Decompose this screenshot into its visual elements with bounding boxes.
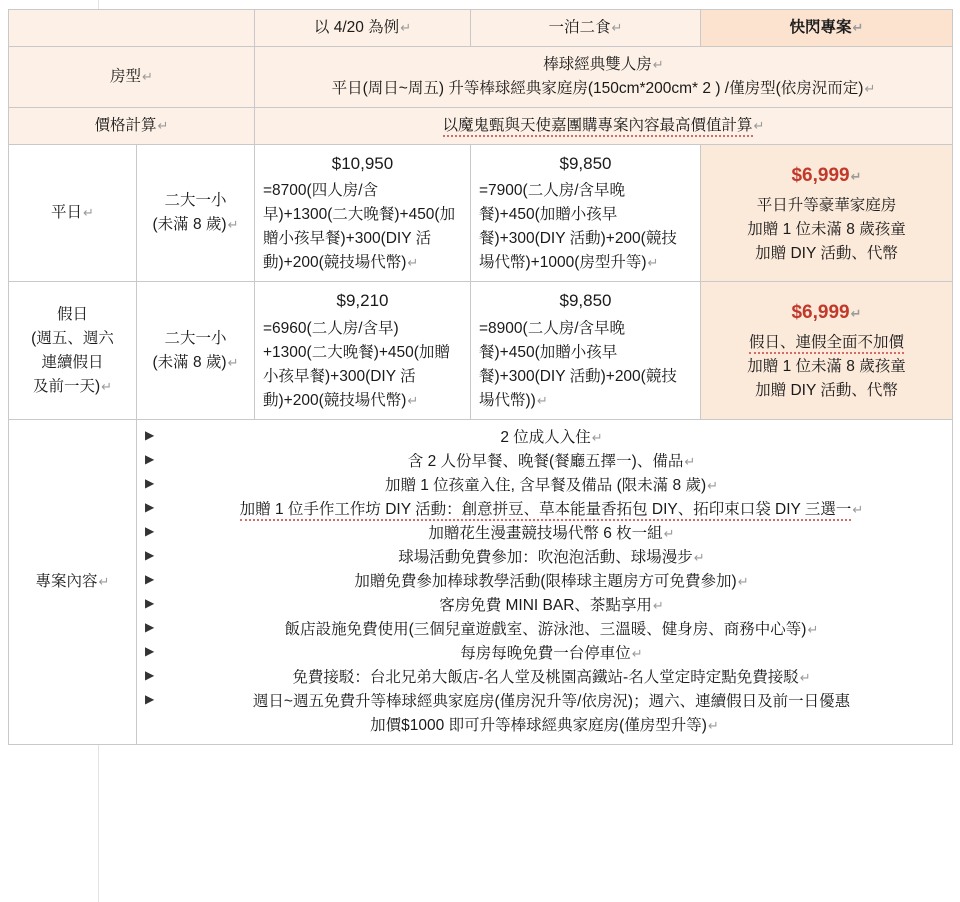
bullet-icon: ▶ bbox=[145, 427, 155, 442]
paragraph-mark: ↵ bbox=[83, 205, 94, 221]
pricing-table bbox=[8, 9, 953, 745]
bullet-icon: ▶ bbox=[145, 571, 155, 586]
bullet-icon: ▶ bbox=[145, 523, 155, 538]
flash-price-holiday-cell bbox=[701, 282, 953, 419]
day-type-holiday-sub-3: 及前一天) bbox=[32, 377, 101, 395]
occupancy-weekday-cell bbox=[137, 145, 255, 282]
paragraph-mark: ↵ bbox=[227, 217, 239, 233]
flash-holiday-benefit-3: 加贈 DIY 活動、代幣 bbox=[755, 382, 898, 400]
list-item-text: 加贈 1 位孩童入住, 含早餐及備品 (限未滿 8 歲) bbox=[384, 476, 707, 494]
list-item-text: 加贈 1 位手作工作坊 DIY 活動：創意拼豆、草本能量香拓包 DIY、拓印束口袋 DIY 三選一 bbox=[240, 501, 852, 521]
bullet-icon: ▶ bbox=[145, 644, 155, 659]
mealplan-price-holiday-cell bbox=[471, 282, 701, 419]
day-type-weekday-cell bbox=[9, 145, 137, 282]
package-content-cell bbox=[137, 419, 953, 744]
example-price-holiday-detail-wrap bbox=[263, 317, 462, 413]
room-type-line-1 bbox=[263, 53, 944, 77]
paragraph-mark: ↵ bbox=[591, 429, 603, 445]
bullet-icon: ▶ bbox=[145, 547, 155, 562]
bullet-icon: ▶ bbox=[145, 668, 155, 683]
flash-holiday-benefit-2: 加贈 1 位未滿 8 歲孩童 bbox=[747, 358, 906, 376]
example-price-holiday-cell bbox=[255, 282, 471, 419]
paragraph-mark: ↵ bbox=[850, 168, 862, 184]
mealplan-price-weekday-amount: $9,850 bbox=[559, 154, 612, 174]
package-content-list bbox=[145, 426, 944, 738]
flash-weekday-benefit-2: 加贈 1 位未滿 8 歲孩童 bbox=[747, 220, 906, 238]
example-price-weekday-detail: =8700(四人房/含早)+1300(二大晚餐)+450(加贈小孩早餐)+300(DIY 活動)+200(競技場代幣) bbox=[263, 182, 456, 272]
list-item bbox=[145, 570, 944, 594]
list-item bbox=[145, 690, 944, 714]
paragraph-mark: ↵ bbox=[652, 597, 664, 613]
list-item bbox=[145, 474, 944, 498]
paragraph-mark: ↵ bbox=[98, 573, 110, 589]
room-type-value-cell bbox=[255, 47, 953, 108]
paragraph-mark: ↵ bbox=[400, 20, 412, 35]
list-item-text: 含 2 人份早餐、晚餐(餐廳五擇一)、備品 bbox=[407, 452, 684, 470]
package-content-label-cell bbox=[9, 419, 137, 744]
flash-price-holiday-amount: $6,999 bbox=[791, 301, 850, 323]
list-item bbox=[145, 642, 944, 666]
paragraph-mark: ↵ bbox=[142, 69, 153, 85]
list-item bbox=[145, 426, 944, 450]
list-item-text: 加贈免費參加棒球教學活動(限棒球主題房方可免費參加) bbox=[354, 572, 737, 590]
header-example-column bbox=[255, 10, 471, 47]
flash-holiday-benefit-1-wrap bbox=[709, 331, 944, 355]
list-item bbox=[145, 618, 944, 642]
list-item-text: 每房每晚免費一台停車位 bbox=[460, 645, 631, 663]
price-calculation-row bbox=[9, 108, 953, 145]
header-flash-column bbox=[701, 10, 953, 47]
flash-price-weekday-amount: $6,999 bbox=[791, 164, 850, 186]
list-item bbox=[145, 498, 944, 522]
table-row-weekday bbox=[9, 145, 953, 282]
bullet-icon: ▶ bbox=[145, 499, 155, 514]
price-calc-label: 價格計算 bbox=[94, 117, 157, 135]
list-item-text: 週日~週五免費升等棒球經典家庭房(僅房況升等/依房況)；週六、連續假日及前一日優惠 bbox=[252, 693, 851, 711]
example-price-holiday-detail: =6960(二人房/含早) +1300(二大晚餐)+450(加贈小孩早餐)+300(DIY 活動)+200(競技場代幣) bbox=[263, 319, 450, 409]
table-header-row bbox=[9, 10, 953, 47]
paragraph-mark: ↵ bbox=[663, 525, 675, 541]
header-flash-label: 快閃專案 bbox=[789, 19, 852, 36]
header-example-label: 以 4/20 為例 bbox=[313, 19, 400, 36]
paragraph-mark: ↵ bbox=[227, 354, 239, 370]
paragraph-mark: ↵ bbox=[407, 392, 419, 408]
flash-weekday-benefit-1: 平日升等豪華家庭房 bbox=[756, 196, 897, 214]
paragraph-mark: ↵ bbox=[157, 118, 169, 134]
list-item-continuation bbox=[145, 714, 944, 738]
paragraph-mark: ↵ bbox=[707, 718, 719, 734]
day-type-holiday-cell bbox=[9, 282, 137, 419]
list-item bbox=[145, 594, 944, 618]
list-item-text: 免費接駁：台北兄弟大飯店-名人堂及桃園高鐵站-名人堂定時定點免費接駁 bbox=[292, 669, 799, 687]
paragraph-mark: ↵ bbox=[753, 118, 765, 134]
header-mealplan-label: 一泊二食 bbox=[548, 19, 611, 36]
flash-holiday-benefit-1: 假日、連假全面不加價 bbox=[749, 334, 904, 354]
paragraph-mark: ↵ bbox=[647, 255, 659, 271]
paragraph-mark: ↵ bbox=[807, 622, 819, 637]
package-content-label: 專案內容 bbox=[35, 572, 98, 590]
list-item-text: 飯店設施免費使用(三個兒童遊戲室、游泳池、三溫暖、健身房、商務中心等) bbox=[284, 621, 807, 638]
room-type-line-2 bbox=[263, 77, 944, 101]
price-calc-value: 以魔鬼甄與天使嘉團購專案內容最高價值計算 bbox=[443, 117, 753, 137]
bullet-icon: ▶ bbox=[145, 475, 155, 490]
occupancy-weekday-line-1: 二大一小 bbox=[164, 192, 227, 210]
room-type-row bbox=[9, 47, 953, 108]
paragraph-mark: ↵ bbox=[101, 378, 113, 394]
bullet-icon: ▶ bbox=[145, 451, 155, 466]
list-item bbox=[145, 546, 944, 570]
list-item bbox=[145, 450, 944, 474]
room-type-line-1-text: 棒球經典雙人房 bbox=[543, 56, 652, 74]
bullet-icon: ▶ bbox=[145, 620, 155, 634]
bullet-icon: ▶ bbox=[145, 595, 155, 610]
paragraph-mark: ↵ bbox=[864, 81, 876, 97]
paragraph-mark: ↵ bbox=[652, 57, 664, 73]
paragraph-mark: ↵ bbox=[407, 255, 419, 271]
header-mealplan-column bbox=[471, 10, 701, 47]
price-calc-label-cell bbox=[9, 108, 255, 145]
example-price-weekday-cell bbox=[255, 145, 471, 282]
flash-price-holiday-amount-wrap bbox=[709, 298, 944, 327]
list-item bbox=[145, 522, 944, 546]
day-type-holiday-label: 假日 bbox=[56, 305, 88, 323]
occupancy-holiday-line-1: 二大一小 bbox=[164, 329, 227, 347]
paragraph-mark: ↵ bbox=[850, 305, 862, 321]
list-item-text: 客房免費 MINI BAR、茶點享用 bbox=[439, 596, 652, 614]
flash-price-weekday-cell bbox=[701, 145, 953, 282]
occupancy-weekday-line-2-wrap bbox=[145, 213, 246, 237]
paragraph-mark: ↵ bbox=[707, 477, 719, 493]
example-price-weekday-detail-wrap bbox=[263, 179, 462, 275]
list-item-continuation-text: 加價$1000 即可升等棒球經典家庭房(僅房型升等) bbox=[370, 717, 707, 735]
price-calc-value-cell bbox=[255, 108, 953, 145]
table-row-holiday bbox=[9, 282, 953, 419]
header-blank-cell bbox=[9, 10, 255, 47]
occupancy-holiday-cell bbox=[137, 282, 255, 419]
list-item-text: 2 位成人入住 bbox=[500, 428, 591, 446]
day-type-holiday-sub-2: 連續假日 bbox=[41, 353, 104, 371]
example-price-holiday-amount: $9,210 bbox=[336, 291, 389, 311]
day-type-holiday-sub-1: (週五、週六 bbox=[31, 329, 114, 347]
list-item-text: 球場活動免費參加：吹泡泡活動、球場漫步 bbox=[398, 548, 693, 566]
paragraph-mark: ↵ bbox=[536, 392, 548, 408]
occupancy-weekday-line-2: (未滿 8 歲) bbox=[152, 216, 227, 234]
room-type-label: 房型 bbox=[110, 68, 142, 86]
occupancy-holiday-line-2-wrap bbox=[145, 351, 246, 375]
list-item bbox=[145, 666, 944, 690]
paragraph-mark: ↵ bbox=[799, 670, 811, 686]
list-item-text: 加贈花生漫畫競技場代幣 6 枚一組 bbox=[428, 524, 663, 542]
package-content-row bbox=[9, 419, 953, 744]
paragraph-mark: ↵ bbox=[852, 501, 864, 517]
paragraph-mark: ↵ bbox=[852, 20, 864, 35]
mealplan-price-weekday-detail-wrap bbox=[479, 179, 692, 275]
day-type-holiday-sub-3-wrap bbox=[17, 375, 128, 399]
mealplan-price-holiday-amount: $9,850 bbox=[559, 291, 612, 311]
paragraph-mark: ↵ bbox=[737, 573, 749, 589]
mealplan-price-holiday-detail-wrap bbox=[479, 317, 692, 413]
room-type-label-cell bbox=[9, 47, 255, 108]
occupancy-holiday-line-2: (未滿 8 歲) bbox=[152, 353, 227, 371]
paragraph-mark: ↵ bbox=[693, 549, 705, 565]
paragraph-mark: ↵ bbox=[611, 20, 623, 35]
flash-weekday-benefit-3: 加贈 DIY 活動、代幣 bbox=[755, 244, 898, 262]
flash-price-weekday-amount-wrap bbox=[709, 161, 944, 190]
paragraph-mark: ↵ bbox=[684, 453, 696, 469]
paragraph-mark: ↵ bbox=[631, 646, 643, 662]
room-type-line-2-text: 平日(周日~周五) 升等棒球經典家庭房(150cm*200cm* 2 ) /僅房型(依房況而定) bbox=[331, 80, 864, 98]
mealplan-price-holiday-detail: =8900(二人房/含早晚餐)+450(加贈小孩早餐)+300(DIY 活動)+200(競技場代幣)) bbox=[479, 319, 677, 409]
example-price-weekday-amount: $10,950 bbox=[331, 154, 394, 174]
mealplan-price-weekday-detail: =7900(二人房/含早晚餐)+450(加贈小孩早餐)+300(DIY 活動)+200(競技場代幣)+1000(房型升等) bbox=[479, 182, 677, 272]
bullet-icon: ▶ bbox=[145, 692, 155, 707]
day-type-weekday-label: 平日 bbox=[51, 204, 83, 222]
mealplan-price-weekday-cell bbox=[471, 145, 701, 282]
